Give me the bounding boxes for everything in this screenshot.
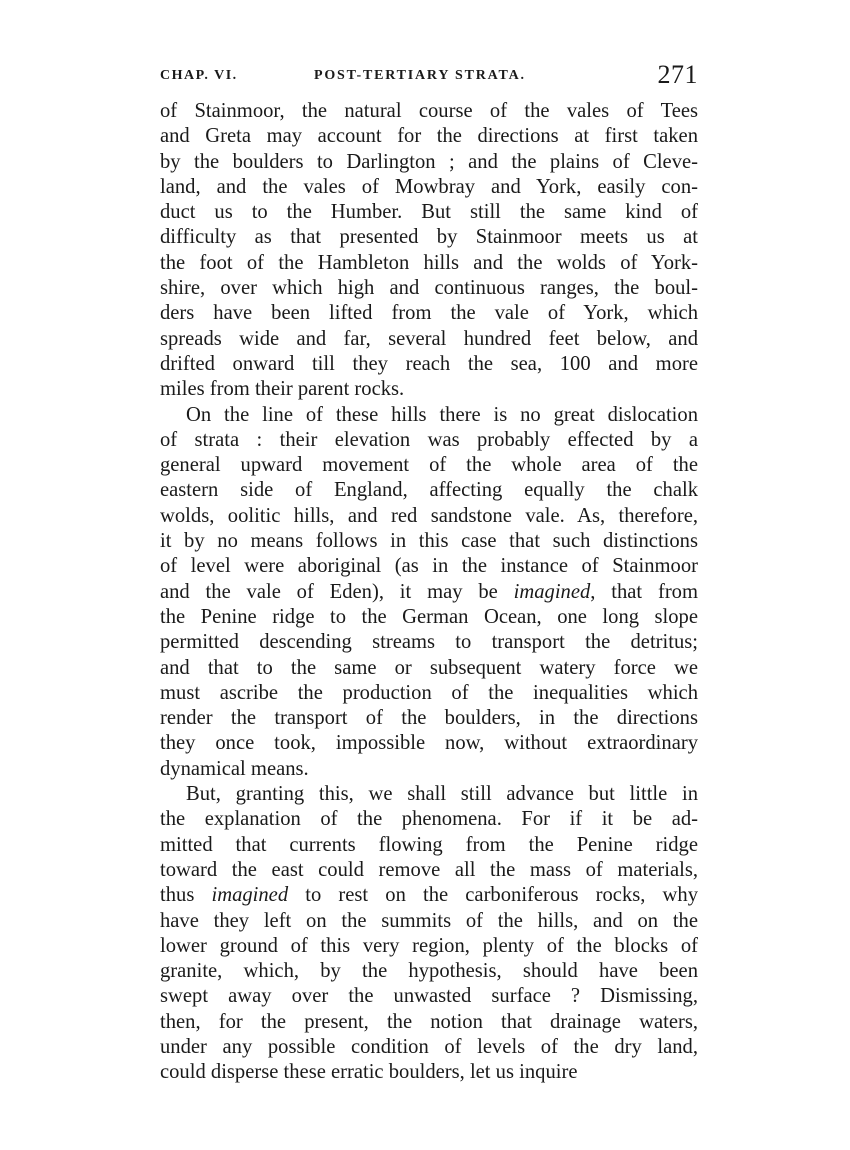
text-line: must ascribe the production of the inequalities which	[160, 681, 698, 704]
text-line: and that to the same or subsequent watery force we	[160, 656, 698, 679]
text-line: by the boulders to Darlington ; and the plains of Cleve-	[160, 150, 698, 173]
text-line: the explanation of the phenomena. For if it be ad-	[160, 808, 698, 831]
text-line: the Penine ridge to the German Ocean, one long slope	[160, 605, 698, 628]
text-line: land, and the vales of Mowbray and York, easily con-	[160, 175, 698, 198]
text-line: of Stainmoor, the natural course of the vales of Tees	[160, 100, 698, 122]
text-line: eastern side of England, affecting equally the chalk	[160, 479, 698, 502]
text-line: dynamical means.	[160, 757, 309, 780]
text-line: swept away over the unwasted surface ? Dismissing,	[160, 985, 698, 1008]
text-line: drifted onward till they reach the sea, 100 and more	[160, 352, 698, 375]
text-line: thus imagined to rest on the carboniferous rocks, why	[160, 884, 698, 907]
body-text	[160, 99, 698, 1086]
page-number: 271	[657, 60, 698, 89]
text-line: and the vale of Eden), it may be imagined, that from	[160, 580, 698, 603]
text-line: the foot of the Hambleton hills and the wolds of York-	[160, 251, 698, 274]
text-line: it by no means follows in this case that such distinctions	[160, 530, 698, 553]
text-line: under any possible condition of levels of the dry land,	[160, 1035, 698, 1058]
text-line: of strata : their elevation was probably effected by a	[160, 428, 698, 451]
text-line: On the line of these hills there is no great dislocation	[186, 403, 698, 426]
text-line: and Greta may account for the directions at first taken	[160, 125, 698, 148]
running-header	[160, 60, 698, 92]
text-line: granite, which, by the hypothesis, should have been	[160, 960, 698, 983]
text-line: shire, over which high and continuous ranges, the boul-	[160, 277, 698, 300]
paragraph	[160, 782, 698, 1086]
text-line: lower ground of this very region, plenty of the blocks of	[160, 934, 698, 957]
text-line: could disperse these erratic boulders, let us inquire	[160, 1061, 578, 1084]
text-line: difficulty as that presented by Stainmoor meets us at	[160, 226, 698, 249]
text-line: have they left on the summits of the hills, and on the	[160, 909, 698, 932]
text-line: miles from their parent rocks.	[160, 378, 405, 401]
text-line: they once took, impossible now, without extraordinary	[160, 732, 698, 755]
chapter-label: CHAP. VI.	[160, 68, 238, 83]
text-line: toward the east could remove all the mass of materials,	[160, 858, 698, 881]
paragraph	[160, 99, 698, 403]
text-line: render the transport of the boulders, in the directions	[160, 707, 698, 730]
text-line: But, granting this, we shall still advance but little in	[186, 783, 698, 806]
paragraph	[160, 403, 698, 782]
text-line: of level were aboriginal (as in the instance of Stainmoor	[160, 555, 698, 578]
text-line: permitted descending streams to transport the detritus;	[160, 631, 698, 654]
text-line: mitted that currents flowing from the Penine ridge	[160, 833, 698, 856]
text-line: duct us to the Humber. But still the same kind of	[160, 201, 698, 224]
text-line: general upward movement of the whole area of the	[160, 454, 698, 477]
running-title: POST-TERTIARY STRATA.	[314, 68, 526, 83]
text-line: then, for the present, the notion that drainage waters,	[160, 1010, 698, 1033]
text-line: spreads wide and far, several hundred feet below, and	[160, 327, 698, 350]
text-line: wolds, oolitic hills, and red sandstone vale. As, therefore,	[160, 504, 698, 527]
text-line: ders have been lifted from the vale of York, which	[160, 302, 698, 325]
